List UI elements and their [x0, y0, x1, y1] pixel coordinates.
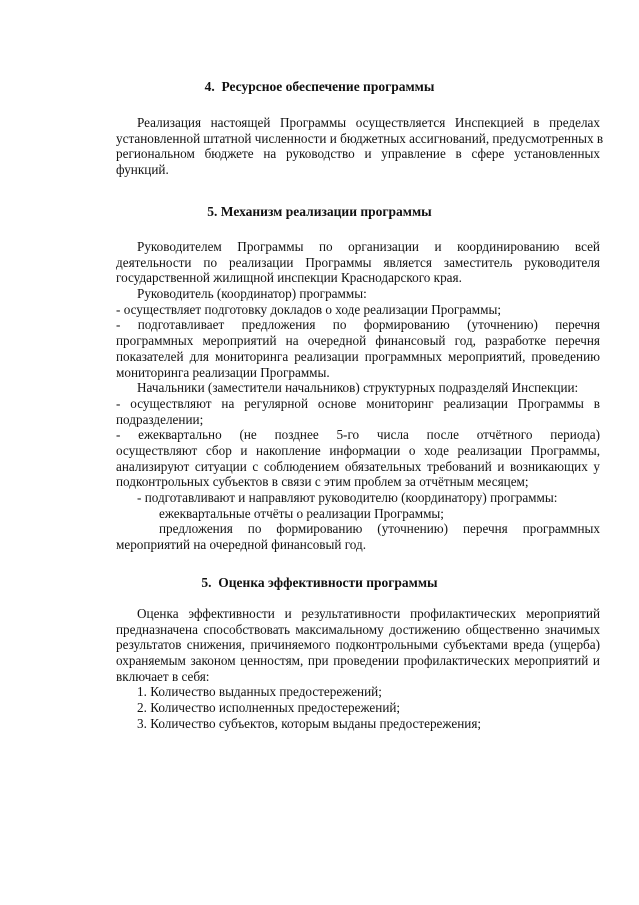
text-line: - ежеквартально (не позднее 5-го числа после отчётного периода)	[116, 427, 600, 443]
text-line: ежеквартальные отчёты о реализации Программы;	[159, 505, 444, 521]
text-line: результатов снижения, причиняемого подконтрольными субъектами вреда (ущерба)	[116, 637, 600, 653]
text-line: предложения по формированию (уточнению) перечня программных	[159, 521, 600, 537]
text-line: региональном бюджете на руководство и управление в сфере установленных	[116, 146, 600, 162]
text-line: подразделении;	[116, 411, 204, 427]
section-5-body	[116, 239, 600, 553]
text-line: установленной штатной численности и бюджетных ассигнований, предусмотренных в	[116, 130, 604, 146]
text-line: анализируют ситуации с соблюдением обязательных требований и возникающих у	[116, 458, 600, 474]
text-line: предназначена способствовать максимальному достижению общественно значимых	[116, 621, 600, 637]
text-line: осуществляют сбор и накопление информации о ходе реализации Программы,	[116, 442, 600, 458]
list-item: 3. Количество субъектов, которым выданы предостережения;	[137, 715, 482, 731]
text-line: программных мероприятий на очередной финансовый год, разработке перечня	[116, 333, 600, 349]
text-line: - осуществляют на регулярной основе мониторинг реализации Программы в	[116, 395, 600, 411]
text-line: - подготавливают и направляют руководителю (координатору) программы:	[137, 490, 558, 505]
text-line: - осуществляет подготовку докладов о ходе реализации Программы;	[116, 301, 502, 317]
section-4-paragraph	[116, 115, 604, 178]
section-6-paragraph	[116, 606, 600, 732]
section-6-title: 5. Оценка эффективности программы	[201, 575, 438, 590]
text-line: показателей для мониторинга реализации программных мероприятий, проведению	[116, 348, 600, 364]
text-line: включает в себя:	[116, 668, 210, 684]
text-line: подконтрольных субъектов в связи с этим проблем за отчётным месяцем;	[116, 474, 529, 490]
text-line: Реализация настоящей Программы осуществляется Инспекцией в пределах	[137, 115, 600, 130]
text-line: государственной жилищной инспекции Краснодарского края.	[116, 270, 462, 286]
text-line: Оценка эффективности и результативности профилактических мероприятий	[137, 606, 600, 621]
text-line: - подготавливает предложения по формированию (уточнению) перечня	[116, 317, 600, 333]
text-line: охраняемым законом ценностям, при проведении профилактических мероприятий и	[116, 653, 600, 669]
text-line: мониторинга реализации Программы.	[116, 364, 330, 380]
list-item: 1. Количество выданных предостережений;	[137, 684, 382, 700]
text-line: мероприятий на очередной финансовый год.	[116, 537, 367, 553]
section-5-title: 5. Механизм реализации программы	[207, 204, 432, 219]
text-line: Руководителем Программы по организации и координированию всей	[137, 239, 600, 254]
text-line: Начальники (заместители начальников) структурных подразделяй Инспекции:	[137, 380, 579, 396]
section-4-title: 4. Ресурсное обеспечение программы	[204, 79, 435, 94]
text-line: функций.	[116, 162, 169, 178]
text-line: деятельности по реализации Программы является заместитель руководителя	[116, 254, 600, 270]
list-item: 2. Количество исполненных предостережений;	[137, 700, 401, 716]
text-line: Руководитель (координатор) программы:	[137, 286, 367, 302]
